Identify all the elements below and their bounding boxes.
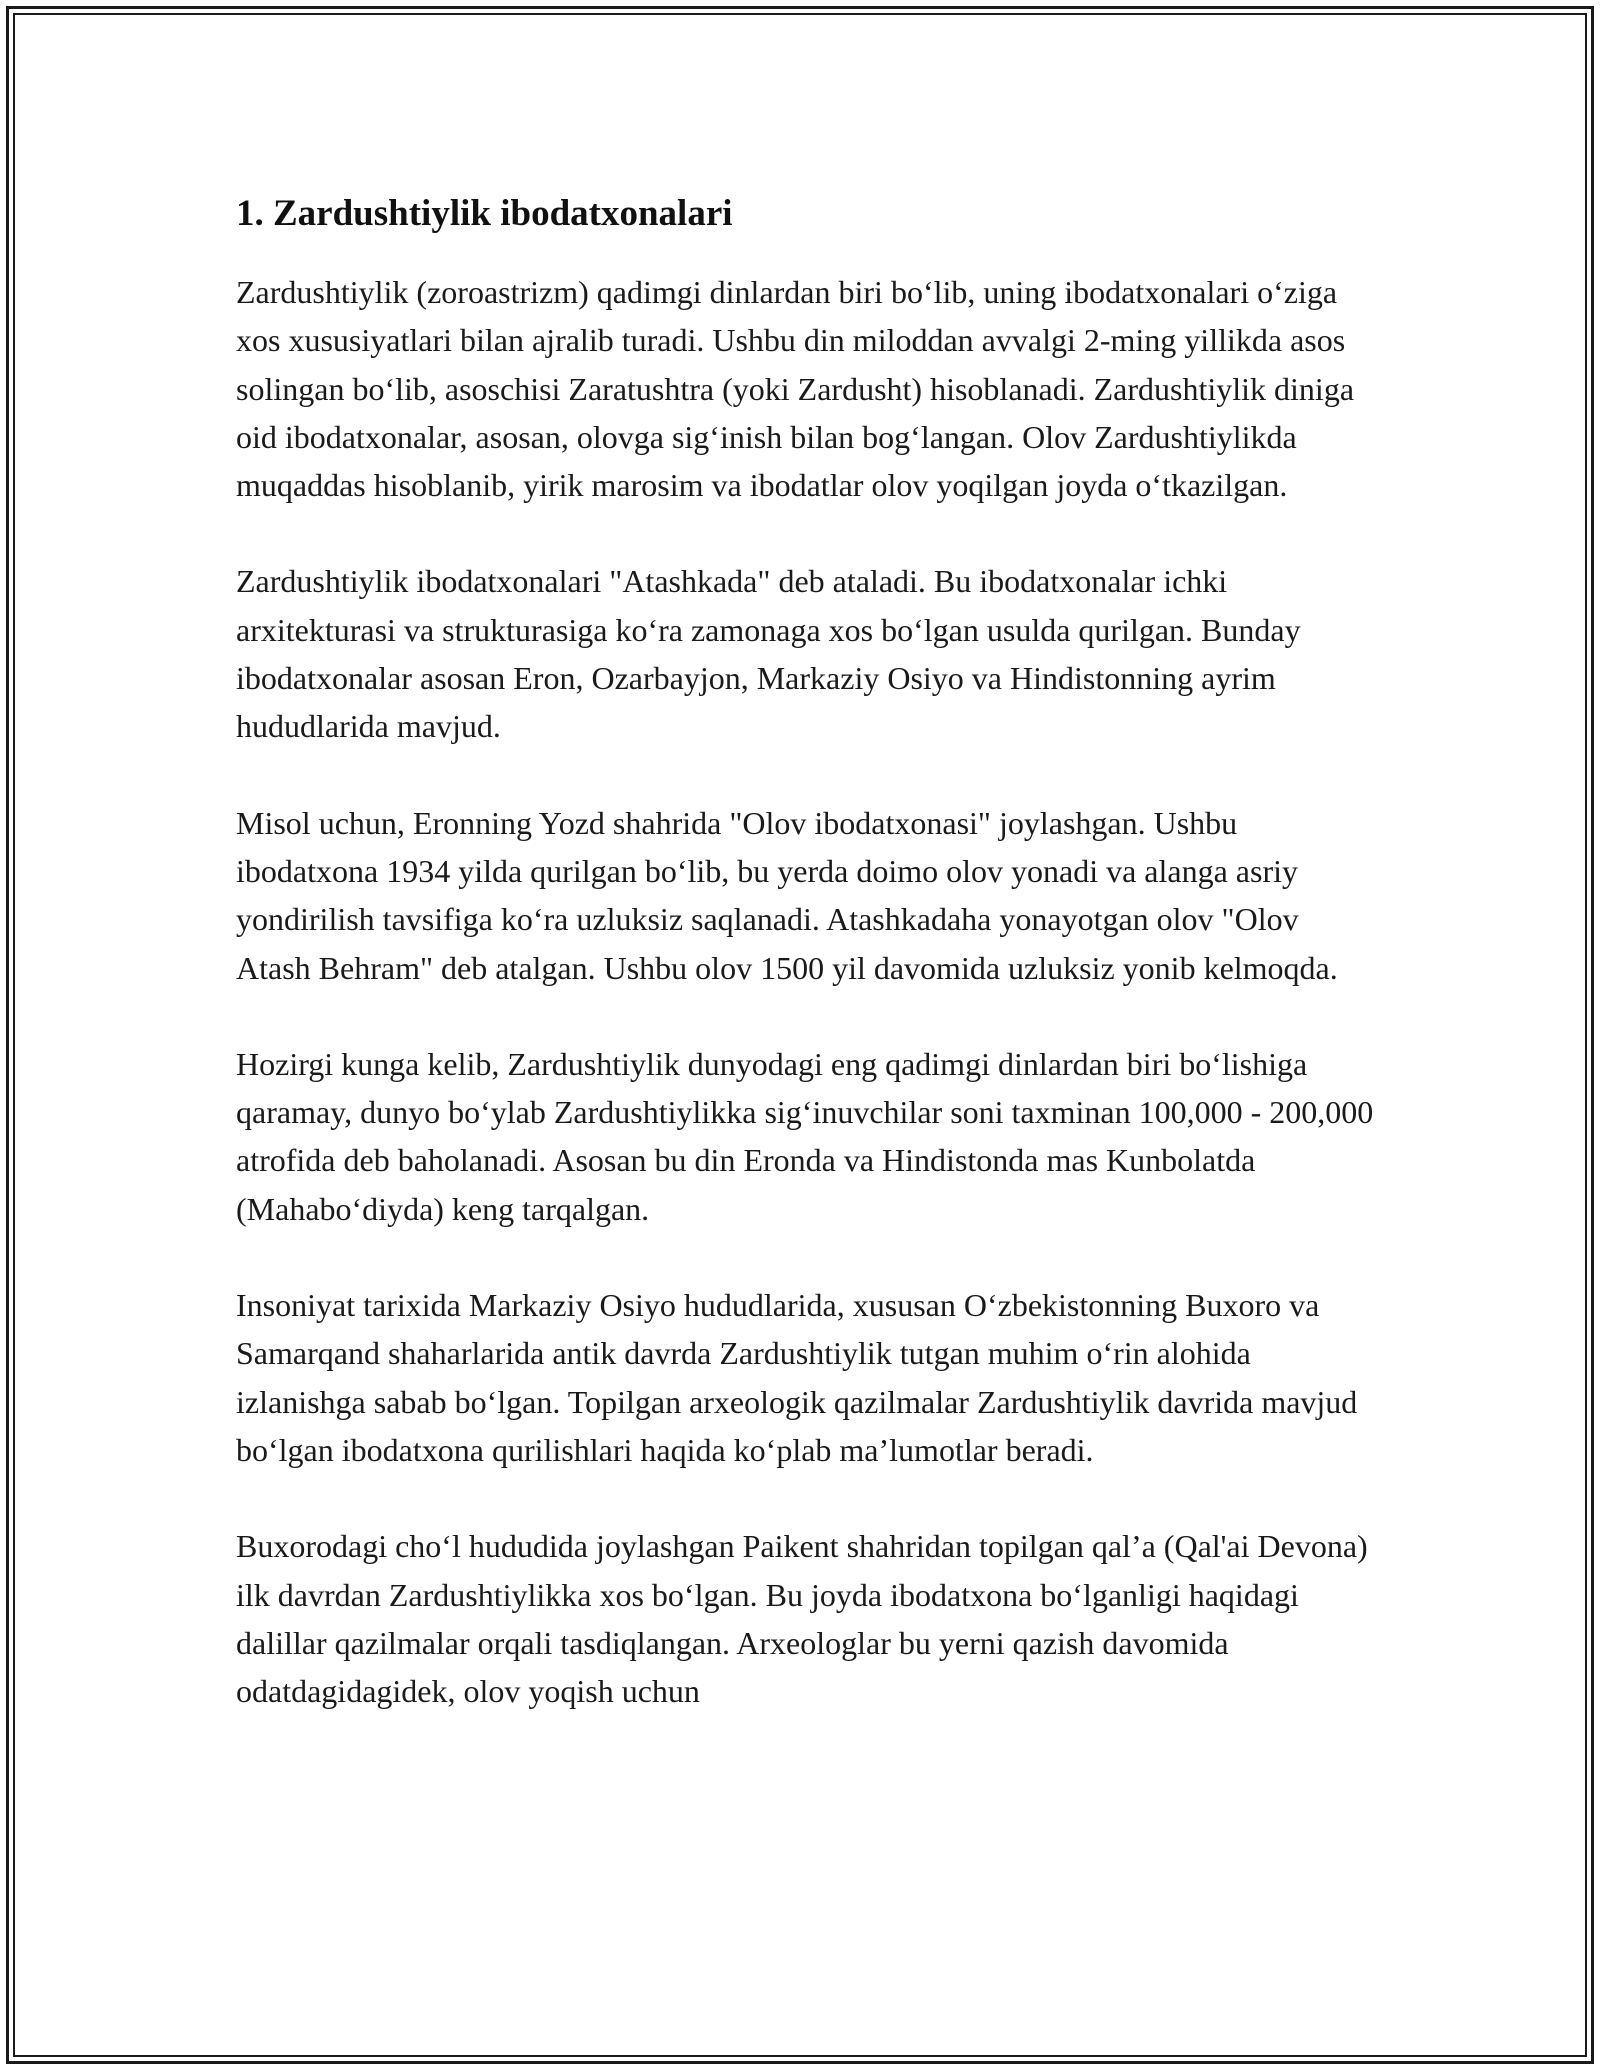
paragraph-2: Zardushtiylik ibodatxonalari "Atashkada" deb ataladi. Bu ibodatxonalar ichki arxitekturasi va strukturasiga ko‘ra zamonaga xos bo‘lgan usulda qurilgan. Bunday ibodatxonalar asosan Eron, Ozarbayjon, Markaziy Osiyo va Hindistonning ayrim hududlarida mavjud.	[236, 563, 1301, 745]
paragraph-4: Hozirgi kunga kelib, Zardushtiylik dunyodagi eng qadimgi dinlardan biri bo‘lishiga qaramay, dunyo bo‘ylab Zardushtiylikka sig‘inuvchilar soni taxminan 100,000 - 200,000 atrofida deb baholanadi. Asosan bu din Eronda va Hindistonda mas Kunbolatda (Mahabo‘diyda) keng tarqalgan.	[236, 1045, 1374, 1227]
paragraph-6: Buxorodagi cho‘l hududida joylashgan Paikent shahridan topilgan qal’a (Qal'ai Devona) ilk davrdan Zardushtiylikka xos bo‘lgan. Bu joyda ibodatxona bo‘lganligi haqidagi dalillar qazilmalar orqali tasdiqlangan. Arxeologlar bu yerni qazish davomida odatdagidagidek, olov yoqish uchun	[236, 1528, 1368, 1710]
document-body	[236, 186, 1376, 1763]
paragraph-5: Insoniyat tarixida Markaziy Osiyo hududlarida, xususan O‘zbekistonning Buxoro va Samarqand shaharlarida antik davrda Zardushtiylik tutgan muhim o‘rin alohida izlanishga sabab bo‘lgan. Topilgan arxeologik qazilmalar Zardushtiylik davrida mavjud bo‘lgan ibodatxona qurilishlari haqida ko‘plab ma’lumotlar beradi.	[236, 1287, 1358, 1468]
paragraph-1: Zardushtiylik (zoroastrizm) qadimgi dinlardan biri bo‘lib, uning ibodatxonalari o‘ziga xos xususiyatlari bilan ajralib turadi. Ushbu din miloddan avvalgi 2-ming yillikda asos solingan bo‘lib, asoschisi Zaratushtra (yoki Zardusht) hisoblanadi. Zardushtiylik diniga oid ibodatxonalar, asosan, olovga sig‘inish bilan bog‘langan. Olov Zardushtiylikda muqaddas hisoblanib, yirik marosim va ibodatlar olov yoqilgan joyda o‘tkazilgan.	[236, 274, 1355, 504]
paragraph-3: Misol uchun, Eronning Yozd shahrida "Olov ibodatxonasi" joylashgan. Ushbu ibodatxona 1934 yilda qurilgan bo‘lib, bu yerda doimo olov yonadi va alanga asriy yondirilish tavsifiga ko‘ra uzluksiz saqlanadi. Atashkadaha yonayotgan olov "Olov Atash Behram" deb atalgan. Ushbu olov 1500 yil davomida uzluksiz yonib kelmoqda.	[236, 804, 1338, 986]
section-heading: 1. Zardushtiylik ibodatxonalari	[236, 193, 733, 234]
